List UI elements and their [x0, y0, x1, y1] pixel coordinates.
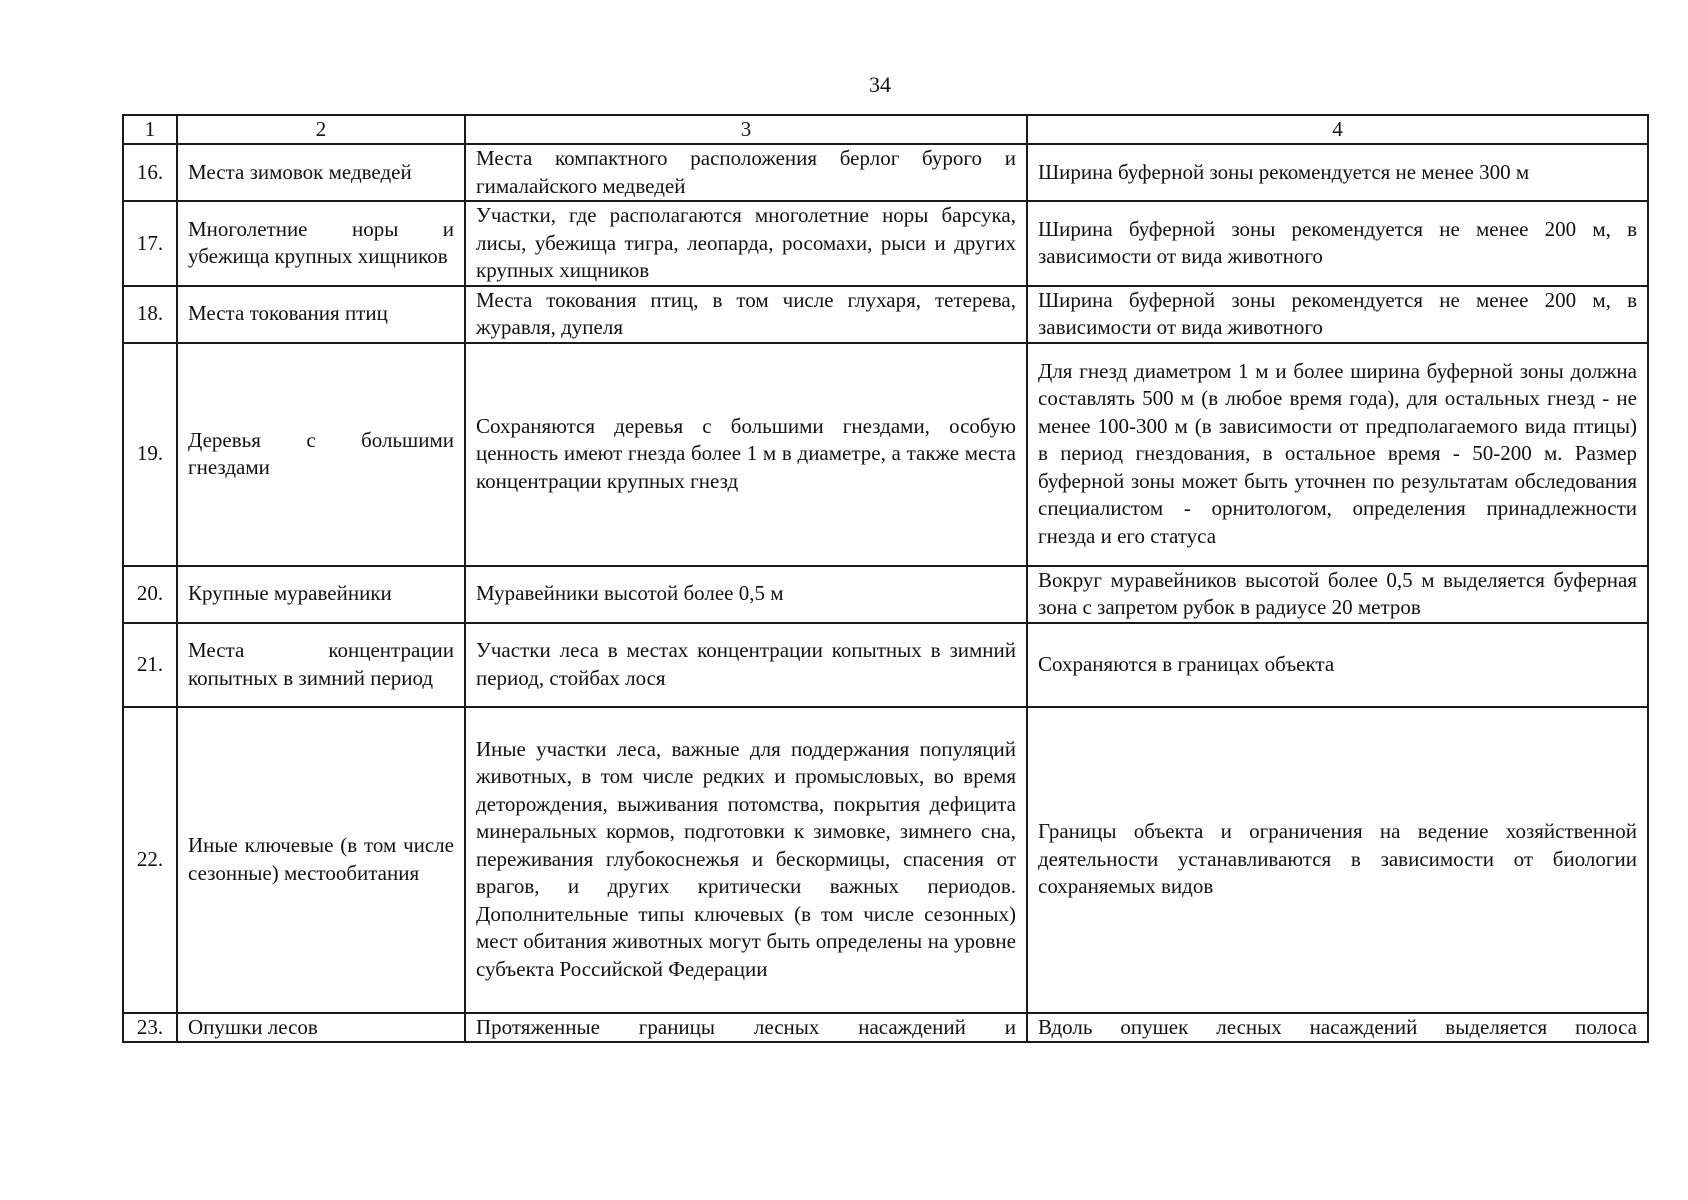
table-row: [123, 1013, 1648, 1042]
row-number: 19.: [123, 343, 177, 566]
protection-measures: Границы объекта и ограничения на ведение хозяйственной деятельности устанавливаются в зависимости от биологии сохраняемых видов: [1027, 707, 1648, 1013]
habitat-name: Места токования птиц: [177, 286, 465, 343]
table-row: [123, 566, 1648, 623]
habitat-name: Места концентрации копытных в зимний период: [177, 623, 465, 707]
row-number: 20.: [123, 566, 177, 623]
row-number: 16.: [123, 144, 177, 201]
table-row: [123, 343, 1648, 566]
table-row: [123, 707, 1648, 1013]
row-number: 18.: [123, 286, 177, 343]
habitat-name: Иные ключевые (в том числе сезонные) местообитания: [177, 707, 465, 1013]
protection-measures: Ширина буферной зоны рекомендуется не менее 300 м: [1027, 144, 1648, 201]
table-row: [123, 286, 1648, 343]
habitat-description: Участки леса в местах концентрации копытных в зимний период, стойбах лося: [465, 623, 1027, 707]
column-header-2: 2: [177, 115, 465, 144]
table-row: [123, 623, 1648, 707]
column-header-3: 3: [465, 115, 1027, 144]
habitat-description: Иные участки леса, важные для поддержания популяций животных, в том числе редких и промысловых, во время деторождения, выживания потомства, покрытия дефицита минеральных кормов, подготовки к зимовке, зимнего сна, переживания глубокоснежья и бескормицы, спасения от врагов, и других критически важных периодов. Дополнительные типы ключевых (в том числе сезонных) мест обитания животных могут быть определены на уровне субъекта Российской Федерации: [465, 707, 1027, 1013]
protection-measures: Сохраняются в границах объекта: [1027, 623, 1648, 707]
table-row: [123, 201, 1648, 286]
habitat-name: Опушки лесов: [177, 1013, 465, 1042]
protection-measures: Вдоль опушек лесных насаждений выделяется полоса: [1027, 1013, 1648, 1042]
habitat-description: Муравейники высотой более 0,5 м: [465, 566, 1027, 623]
column-header-4: 4: [1027, 115, 1648, 144]
page-number: 34: [869, 72, 891, 97]
table-row: [123, 144, 1648, 201]
habitat-description: Места компактного расположения берлог бурого и гималайского медведей: [465, 144, 1027, 201]
habitat-name: Многолетние норы и убежища крупных хищников: [177, 201, 465, 286]
habitat-table: [122, 114, 1649, 1043]
row-number: 22.: [123, 707, 177, 1013]
habitat-description: Сохраняются деревья с большими гнездами, особую ценность имеют гнезда более 1 м в диаметре, а также места концентрации крупных гнезд: [465, 343, 1027, 566]
protection-measures: Ширина буферной зоны рекомендуется не менее 200 м, в зависимости от вида животного: [1027, 286, 1648, 343]
habitat-name: Крупные муравейники: [177, 566, 465, 623]
row-number: 21.: [123, 623, 177, 707]
habitat-name: Деревья с большими гнездами: [177, 343, 465, 566]
habitat-name: Места зимовок медведей: [177, 144, 465, 201]
row-number: 23.: [123, 1013, 177, 1042]
protection-measures: Ширина буферной зоны рекомендуется не менее 200 м, в зависимости от вида животного: [1027, 201, 1648, 286]
habitat-description: Протяженные границы лесных насаждений и: [465, 1013, 1027, 1042]
protection-measures: Вокруг муравейников высотой более 0,5 м выделяется буферная зона с запретом рубок в радиусе 20 метров: [1027, 566, 1648, 623]
column-header-1: 1: [123, 115, 177, 144]
table-header-row: [123, 115, 1648, 144]
row-number: 17.: [123, 201, 177, 286]
habitat-description: Участки, где располагаются многолетние норы барсука, лисы, убежища тигра, леопарда, росомахи, рыси и других крупных хищников: [465, 201, 1027, 286]
protection-measures: Для гнезд диаметром 1 м и более ширина буферной зоны должна составлять 500 м (в любое время года), для остальных гнезд - не менее 100-300 м (в зависимости от предполагаемого вида птицы) в период гнездования, в остальное время - 50-200 м. Размер буферной зоны может быть уточнен по результатам обследования специалистом - орнитологом, определения принадлежности гнезда и его статуса: [1027, 343, 1648, 566]
habitat-description: Места токования птиц, в том числе глухаря, тетерева, журавля, дупеля: [465, 286, 1027, 343]
